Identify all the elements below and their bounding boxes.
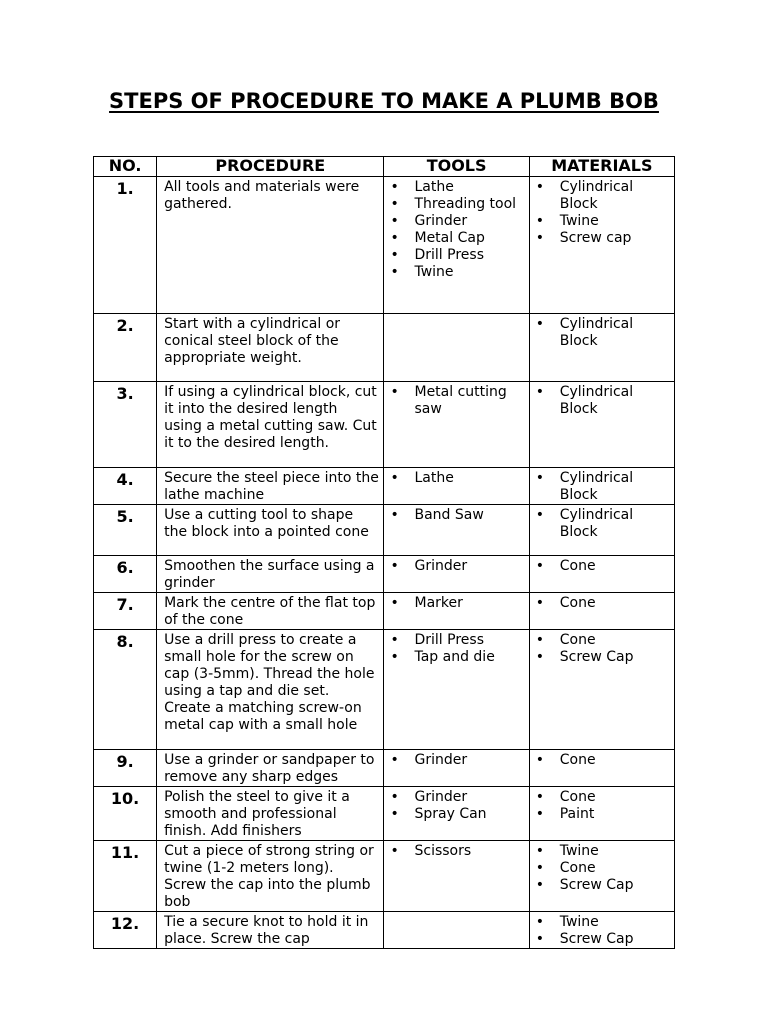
step-number: 2. — [94, 314, 157, 382]
table-row — [94, 314, 675, 382]
step-number: 1. — [94, 177, 157, 314]
tools-cell — [384, 841, 529, 912]
tool-item: • Grinder — [384, 752, 524, 769]
tools-list — [384, 843, 524, 860]
materials-cell — [529, 787, 674, 841]
procedure-cell: Tie a secure knot to hold it in place. Screw the cap — [157, 912, 384, 949]
material-item: • Cylindrical Block — [530, 507, 670, 541]
tool-item: • Band Saw — [384, 507, 524, 524]
step-number: 9. — [94, 750, 157, 787]
step-number: 4. — [94, 468, 157, 505]
tools-cell — [384, 556, 529, 593]
material-item: • Cone — [530, 789, 670, 806]
procedure-cell: Secure the steel piece into the lathe machine — [157, 468, 384, 505]
tool-item: • Threading tool — [384, 196, 524, 213]
tool-item: • Metal cutting saw — [384, 384, 524, 418]
material-item: • Cone — [530, 595, 670, 612]
materials-cell — [529, 912, 674, 949]
material-item: • Cylindrical Block — [530, 384, 670, 418]
tools-list — [384, 384, 524, 418]
procedure-cell: Mark the centre of the flat top of the cone — [157, 593, 384, 630]
materials-list — [530, 843, 670, 894]
procedure-table — [93, 156, 675, 949]
header-no: NO. — [94, 157, 157, 177]
material-item: • Screw Cap — [530, 649, 670, 666]
materials-cell — [529, 841, 674, 912]
material-item: • Cone — [530, 558, 670, 575]
material-item: • Cone — [530, 860, 670, 877]
materials-list — [530, 632, 670, 666]
tool-item: • Marker — [384, 595, 524, 612]
procedure-cell: Use a drill press to create a small hole for the screw on cap (3-5mm). Thread the hole using a tap and die set. Create a matching screw-on metal cap with a small hole — [157, 630, 384, 750]
material-item: • Cylindrical Block — [530, 470, 670, 504]
material-item: • Paint — [530, 806, 670, 823]
tool-item: • Grinder — [384, 213, 524, 230]
table-row — [94, 177, 675, 314]
table-body — [94, 177, 675, 949]
tools-list — [384, 632, 524, 666]
table-row — [94, 593, 675, 630]
tools-cell — [384, 314, 529, 382]
page-title: STEPS OF PROCEDURE TO MAKE A PLUMB BOB — [109, 89, 659, 113]
table-row — [94, 630, 675, 750]
materials-cell — [529, 314, 674, 382]
header-materials: MATERIALS — [529, 157, 674, 177]
tools-cell — [384, 382, 529, 468]
tool-item: • Grinder — [384, 558, 524, 575]
materials-list — [530, 507, 670, 541]
materials-list — [530, 384, 670, 418]
procedure-cell: Use a cutting tool to shape the block into a pointed cone — [157, 505, 384, 556]
materials-list — [530, 752, 670, 769]
material-item: • Twine — [530, 213, 670, 230]
material-item: • Screw cap — [530, 230, 670, 247]
materials-cell — [529, 750, 674, 787]
procedure-cell: Start with a cylindrical or conical steel block of the appropriate weight. — [157, 314, 384, 382]
tool-item: • Tap and die — [384, 649, 524, 666]
materials-list — [530, 558, 670, 575]
table-row — [94, 787, 675, 841]
material-item: • Screw Cap — [530, 877, 670, 894]
materials-cell — [529, 593, 674, 630]
tools-cell — [384, 630, 529, 750]
tools-cell — [384, 787, 529, 841]
tools-cell — [384, 468, 529, 505]
materials-cell — [529, 630, 674, 750]
tool-item: • Twine — [384, 264, 524, 281]
tool-item: • Drill Press — [384, 247, 524, 264]
tools-cell — [384, 912, 529, 949]
material-item: • Twine — [530, 914, 670, 931]
tools-cell — [384, 177, 529, 314]
materials-cell — [529, 382, 674, 468]
table-row — [94, 556, 675, 593]
materials-cell — [529, 177, 674, 314]
materials-list — [530, 470, 670, 504]
material-item: • Screw Cap — [530, 931, 670, 948]
material-item: • Cylindrical Block — [530, 316, 670, 350]
tools-list — [384, 752, 524, 769]
table-row — [94, 505, 675, 556]
procedure-cell: Smoothen the surface using a grinder — [157, 556, 384, 593]
tool-item: • Drill Press — [384, 632, 524, 649]
table-row — [94, 750, 675, 787]
procedure-cell: All tools and materials were gathered. — [157, 177, 384, 314]
tools-list — [384, 558, 524, 575]
step-number: 7. — [94, 593, 157, 630]
header-tools: TOOLS — [384, 157, 529, 177]
tools-cell — [384, 505, 529, 556]
tools-list — [384, 789, 524, 823]
tool-item: • Grinder — [384, 789, 524, 806]
step-number: 11. — [94, 841, 157, 912]
table-row — [94, 912, 675, 949]
table-header-row — [94, 157, 675, 177]
materials-list — [530, 316, 670, 350]
tools-list — [384, 470, 524, 487]
materials-cell — [529, 468, 674, 505]
tool-item: • Spray Can — [384, 806, 524, 823]
procedure-cell: If using a cylindrical block, cut it into the desired length using a metal cutting saw. Cut it to the desired length. — [157, 382, 384, 468]
material-item: • Twine — [530, 843, 670, 860]
material-item: • Cylindrical Block — [530, 179, 670, 213]
step-number: 6. — [94, 556, 157, 593]
step-number: 12. — [94, 912, 157, 949]
tool-item: • Metal Cap — [384, 230, 524, 247]
header-procedure: PROCEDURE — [157, 157, 384, 177]
procedure-cell: Cut a piece of strong string or twine (1-2 meters long). Screw the cap into the plumb bob — [157, 841, 384, 912]
tool-item: • Scissors — [384, 843, 524, 860]
procedure-cell: Use a grinder or sandpaper to remove any sharp edges — [157, 750, 384, 787]
material-item: • Cone — [530, 752, 670, 769]
step-number: 3. — [94, 382, 157, 468]
tools-cell — [384, 750, 529, 787]
materials-list — [530, 595, 670, 612]
table-row — [94, 468, 675, 505]
table-row — [94, 382, 675, 468]
materials-list — [530, 914, 670, 948]
tools-list — [384, 507, 524, 524]
materials-cell — [529, 505, 674, 556]
tool-item: • Lathe — [384, 470, 524, 487]
step-number: 8. — [94, 630, 157, 750]
step-number: 10. — [94, 787, 157, 841]
materials-list — [530, 179, 670, 247]
materials-list — [530, 789, 670, 823]
materials-cell — [529, 556, 674, 593]
tools-list — [384, 595, 524, 612]
tools-list — [384, 179, 524, 281]
tool-item: • Lathe — [384, 179, 524, 196]
procedure-cell: Polish the steel to give it a smooth and professional finish. Add finishers — [157, 787, 384, 841]
table-row — [94, 841, 675, 912]
tools-cell — [384, 593, 529, 630]
material-item: • Cone — [530, 632, 670, 649]
step-number: 5. — [94, 505, 157, 556]
